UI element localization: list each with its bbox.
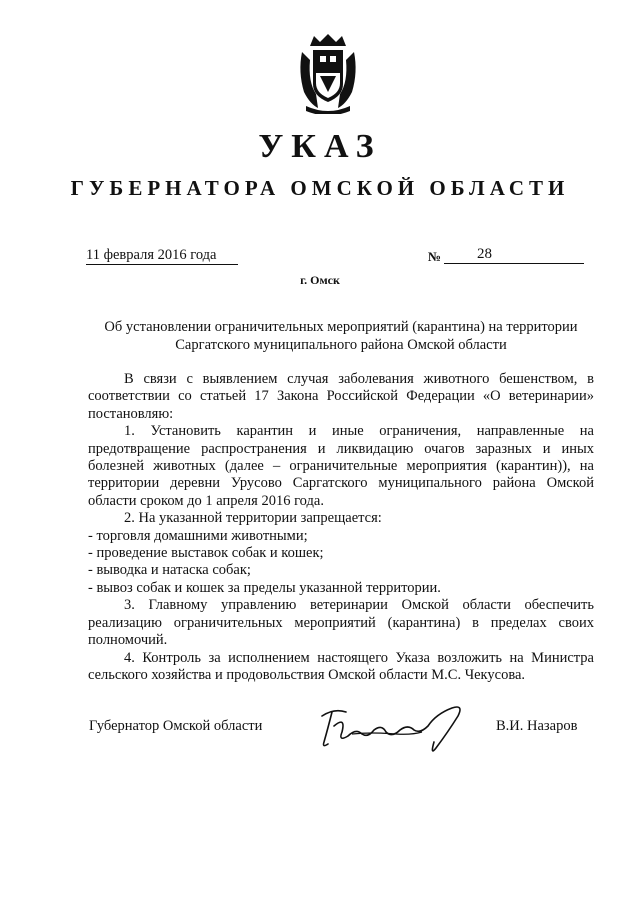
number-label: № — [428, 249, 442, 264]
decree-heading — [86, 318, 596, 354]
handwritten-signature — [312, 698, 472, 758]
bullet-item: - торговля домашними животными; — [88, 527, 308, 544]
decree-subtitle: ГУБЕРНАТОРА ОМСКОЙ ОБЛАСТИ — [70, 176, 570, 200]
heading-line-1: Об установлении ограничительных мероприятий (карантина) на территории — [104, 319, 578, 335]
signatory-position: Губернатор Омской области — [89, 718, 263, 734]
city-label: г. Омск — [300, 273, 340, 287]
bullet-item: - проведение выставок собак и кошек; — [88, 545, 324, 562]
bullet-item: - выводка и натаска собак; — [88, 562, 251, 579]
item-1-paragraph: 1. Установить карантин и иные ограничения, направленные на предотвращение распространения и ликвидацию очагов заразных и иных болезней животных (далее – ограничительные мероприятия (карантин)), на территории деревни Урусово Саргатского муниципального района Омской области сроком до 1 апреля 2016 года. — [88, 423, 594, 509]
decree-body — [88, 371, 594, 684]
item-3-paragraph: 3. Главному управлению ветеринарии Омской области обеспечить реализацию ограничительных мероприятий (карантина) в пределах своих полномочий. — [88, 597, 594, 649]
item-2-paragraph: 2. На указанной территории запрещается: — [124, 510, 382, 527]
heading-line-2: Саргатского муниципального района Омской области — [175, 337, 507, 353]
signatory-name: В.И. Назаров — [496, 718, 578, 734]
decree-number-field — [444, 245, 584, 264]
decree-title: УКАЗ — [258, 128, 382, 165]
preamble-paragraph: В связи с выявлением случая заболевания животного бешенством, в соответствии со статьей 17 Закона Российской Федерации «О ветеринарии» постановляю: — [88, 371, 594, 422]
decree-number: 28 — [477, 246, 492, 262]
bullet-item: - вывоз собак и кошек за пределы указанной территории. — [88, 579, 441, 596]
decree-date: 11 февраля 2016 года — [86, 247, 238, 265]
omsk-coat-of-arms-icon — [296, 32, 360, 114]
item-4-paragraph: 4. Контроль за исполнением настоящего Указа возложить на Министра сельского хозяйства и продовольствия Омской области М.С. Чекусова. — [88, 649, 594, 683]
